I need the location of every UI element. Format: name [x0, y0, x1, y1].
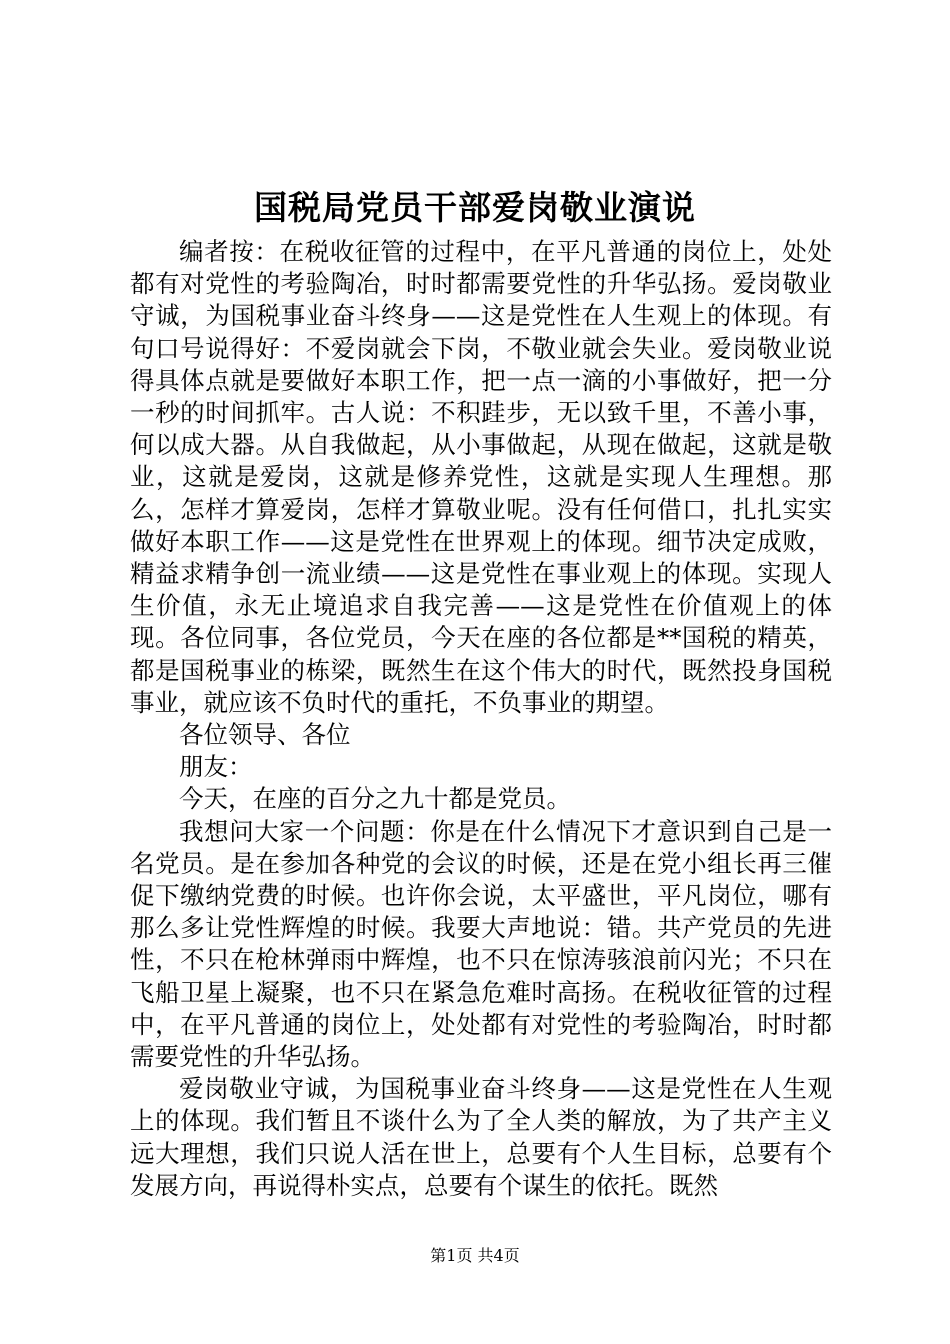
page-number-footer: 第1页 共4页 — [430, 1246, 520, 1265]
paragraph-today: 今天，在座的百分之九十都是党员。 — [179, 784, 571, 814]
paragraph-editor-note: 编者按：在税收征管的过程中，在平凡普通的岗位上，处处都有对党性的考验陶冶，时时都需要党性的升华弘扬。爱岗敬业守诚，为国税事业奋斗终身——这是党性在人生观上的体现。有句口号说得好：不爱岗就会下岗，不敬业就会失业。爱岗敬业说得具体点就是要做好本职工作，把一点一滴的小事做好，把一分一秒的时间抓牢。古人说：不积跬步，无以致千里，不善小事，何以成大器。从自我做起，从小事做起，从现在做起，这就是敬业，这就是爱岗，这就是修养党性，这就是实现人生理想。那么，怎样才算爱岗，怎样才算敬业呢。没有任何借口，扎扎实实做好本职工作——这是党性在世界观上的体现。细节决定成败，精益求精争创一流业绩——这是党性在事业观上的体现。实现人生价值，永无止境追求自我完善——这是党性在价值观上的体现。各位同事，各位党员，今天在座的各位都是**国税的精英，都是国税事业的栋梁，既然生在这个伟大的时代，既然投身国税事业，就应该不负时代的重托，不负事业的期望。 — [130, 237, 832, 717]
document-body — [130, 236, 832, 1202]
paragraph-greeting: 各位领导、各位 — [179, 720, 351, 750]
paragraph-dedication: 爱岗敬业守诚，为国税事业奋斗终身——这是党性在人生观上的体现。我们暂且不谈什么为了全人类的解放，为了共产主义远大理想，我们只说人活在世上，总要有个人生目标，总要有个发展方向，再说得朴实点，总要有个谋生的依托。既然 — [130, 1074, 832, 1200]
paragraph-greeting-friends: 朋友： — [179, 752, 253, 782]
paragraph-question: 我想问大家一个问题：你是在什么情况下才意识到自己是一名党员。是在参加各种党的会议的时候，还是在党小组长再三催促下缴纳党费的时候。也许你会说，太平盛世，平凡岗位，哪有那么多让党性辉煌的时候。我要大声地说：错。共产党员的先进性，不只在枪林弹雨中辉煌，也不只在惊涛骇浪前闪光；不只在飞船卫星上凝聚，也不只在紧急危难时高扬。在税收征管的过程中，在平凡普通的岗位上，处处都有对党性的考验陶冶，时时都需要党性的升华弘扬。 — [130, 816, 832, 1072]
document-title: 国税局党员干部爱岗敬业演说 — [254, 188, 696, 227]
